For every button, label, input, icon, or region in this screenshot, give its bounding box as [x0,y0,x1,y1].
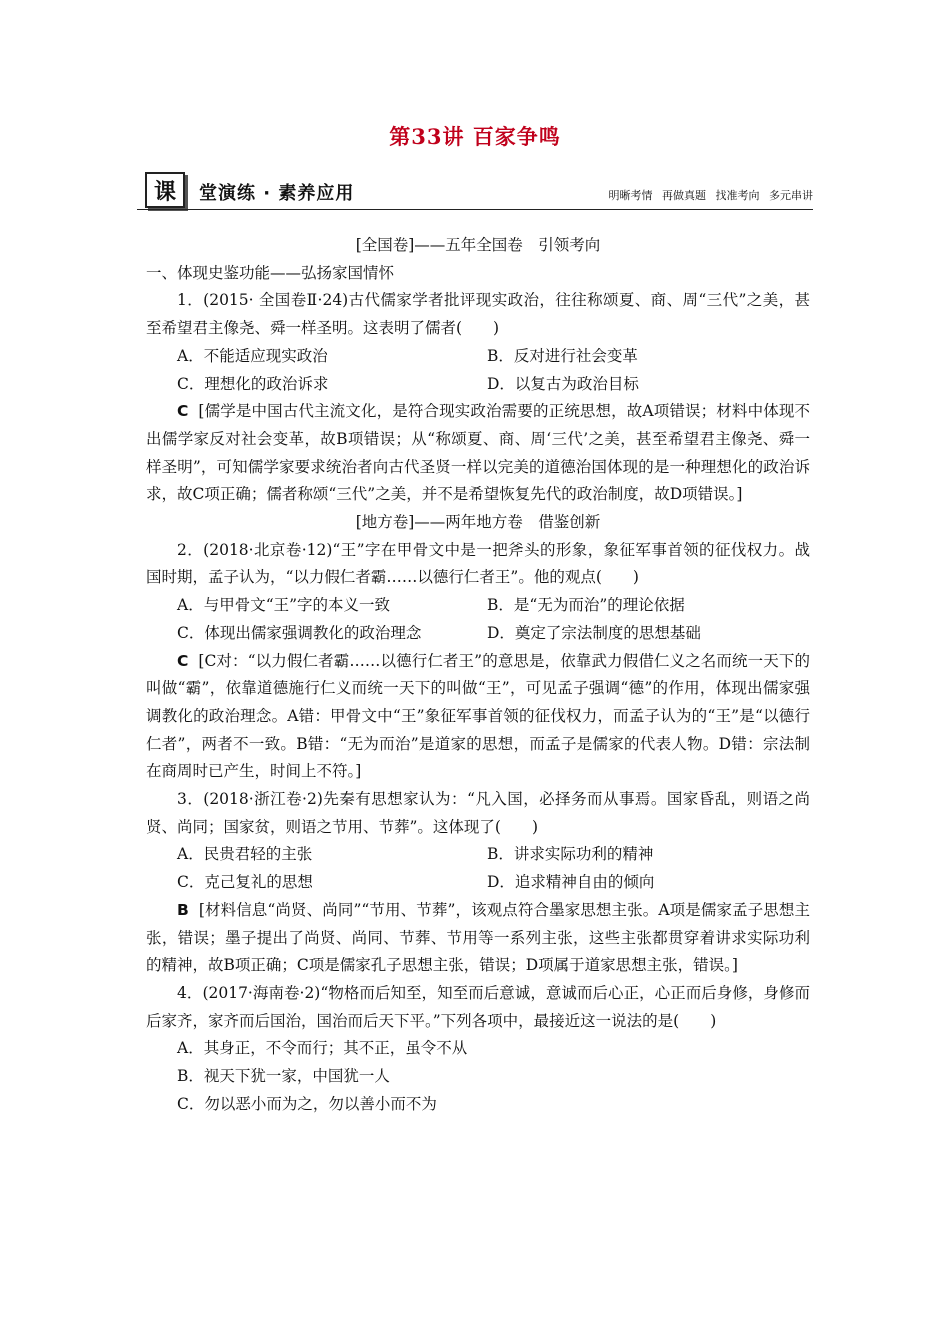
banner-divider [137,209,813,210]
option-b: B．是“无为而治”的理论依据 [487,596,685,615]
option-c: C．理想化的政治诉求 [177,374,329,393]
option-a: A．与甲骨文“王”字的本义一致 [177,596,391,615]
option-a: A．其身正，不令而行；其不正，虽令不从 [177,1039,468,1058]
question-3-answer [146,897,810,980]
section-heading-national: [全国卷]——五年全国卷 引领考向 [355,236,601,254]
subsection-heading: 一、体现史鉴功能——弘扬家国情怀 [146,263,395,282]
answer-letter: C [177,402,189,421]
section-banner [137,172,813,212]
question-3-options-row-2 [146,869,810,897]
option-b: B．反对进行社会变革 [487,346,638,365]
option-d: D．以复古为政治目标 [487,374,639,393]
question-2-options-row-1 [146,592,810,620]
option-b: B．视天下犹一家，中国犹一人 [177,1067,390,1086]
question-1-answer [146,398,810,509]
answer-explanation: [C对：“以力假仁者霸……以德行仁者王”的意思是，依靠武力假借仁义之名而统一天下的叫做“霸”，依靠道德施行仁义而统一天下的叫做“王”，可见孟子强调“德”的作用，体现出儒家强调教化的政治理念。A错：甲骨文中“王”象征军事首领的征伐权力，而孟子认为的“王”是“以德行仁者”，两者不一致。B错：“无为而治”是道家的思想，而孟子是儒家的代表人物。D错：宗法制在商周时已产生，时间上不符。] [146,651,810,781]
question-1-stem: 1．(2015· 全国卷Ⅱ·24)古代儒家学者批评现实政治，往往称颂夏、商、周“三代”之美，甚至希望君主像尧、舜一样圣明。这表明了儒者( ) [146,291,810,338]
question-2-stem: 2．(2018·北京卷·12)“王”字在甲骨文中是一把斧头的形象，象征军事首领的征伐权力。战国时期，孟子认为，“以力假仁者霸……以德行仁者王”。他的观点( ) [146,540,810,587]
banner-badge: 课 [145,172,185,208]
document-body [146,232,810,1119]
answer-letter: B [177,900,189,919]
question-3-options-row-1 [146,841,810,869]
option-c: C．克己复礼的思想 [177,873,313,892]
banner-text: 堂演练 · 素养应用 [199,183,355,204]
option-d: D．奠定了宗法制度的思想基础 [487,623,701,642]
banner-tags: 明晰考情 再做真题 找准考向 多元串讲 [608,189,813,202]
question-1-options-row-2 [146,371,810,399]
question-1-options-row-1 [146,343,810,371]
answer-letter: C [177,651,189,670]
question-3-stem: 3．(2018·浙江卷·2)先秦有思想家认为：“凡入国，必择务而从事焉。国家昏乱，则语之尚贤、尚同；国家贫，则语之节用、节葬”。这体现了( ) [146,790,810,836]
option-c: C．体现出儒家强调教化的政治理念 [177,623,422,642]
option-b: B．讲求实际功利的精神 [487,845,654,864]
question-4-stem: 4．(2017·海南卷·2)“物格而后知至，知至而后意诚，意诚而后心正，心正而后身修，身修而后家齐，家齐而后国治，国治而后天下平。”下列各项中，最接近这一说法的是( ) [146,983,810,1030]
question-2-options-row-2 [146,620,810,648]
answer-explanation: [材料信息“尚贤、尚同”“节用、节葬”，该观点符合墨家思想主张。A项是儒家孟子思想主张，错误；墨子提出了尚贤、尚同、节葬、节用等一系列主张，这些主张都贯穿着讲求实际功利的精神，故B项正确；C项是儒家孔子思想主张，错误；D项属于道家思想主张，错误。] [146,900,810,975]
question-2-answer [146,648,810,787]
option-a: A．民贵君轻的主张 [177,845,313,864]
page-title: 第33讲 百家争鸣 [389,124,561,149]
section-heading-local: [地方卷]——两年地方卷 借鉴创新 [355,513,601,532]
option-a: A．不能适应现实政治 [177,346,328,365]
answer-explanation: [儒学是中国古代主流文化，是符合现实政治需要的正统思想，故A项错误；材料中体现不出儒学家反对社会变革，故B项错误；从“称颂夏、商、周‘三代’之美，甚至希望君主像尧、舜一样圣明”，可知儒学家要求统治者向古代圣贤一样以完美的道德治国体现的是一种理想化的政治诉求，故C项正确；儒者称颂“三代”之美，并不是希望恢复先代的政治制度，故D项错误。] [146,402,810,504]
option-d: D．追求精神自由的倾向 [487,873,655,892]
option-c: C．勿以恶小而为之，勿以善小而不为 [177,1094,437,1113]
